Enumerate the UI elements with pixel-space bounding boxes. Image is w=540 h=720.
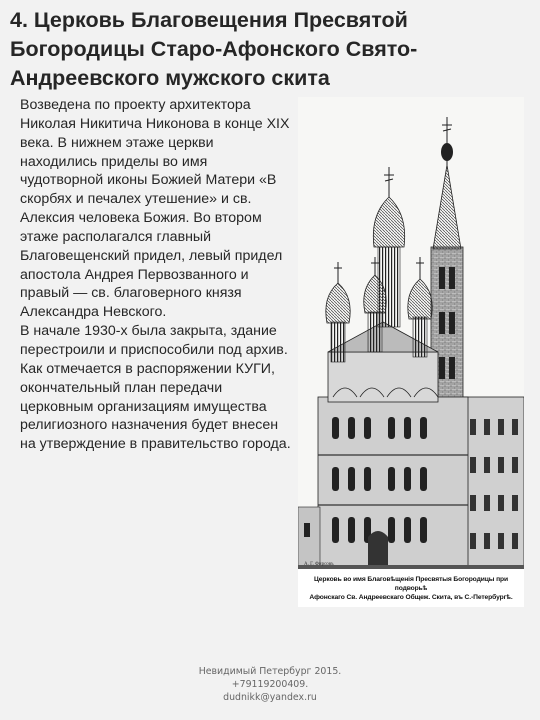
body-paragraph-2: В начале 1930-х была закрыта, здание перестроили и приспособили под архив. Как отмечается в распоряжении КУГИ, окончательный план передачи церковным организациям имущества религиозного назначения будет внесен на утверждение в правительство города. bbox=[20, 323, 291, 453]
footer-phone: +79119200409. bbox=[231, 679, 309, 690]
photo-credit: А. Г. Фирсовъ bbox=[304, 562, 334, 567]
photo-caption-line-1: Церковь во имя Благовѣщенія Пресвятыя Богородицы при подворьѣ bbox=[313, 576, 509, 592]
footer-line-1: Невидимый Петербург 2015. bbox=[198, 666, 342, 677]
footer-email: dudnikk@yandex.ru bbox=[223, 692, 317, 703]
church-photo bbox=[298, 97, 524, 607]
body-paragraph-1: Возведена по проекту архитектора Николая Никитича Никонова в конце XIX века. В нижнем этаже церкви находились приделы во имя чудотворной иконы Божией Матери «В скорбях и печалех утешение» и св. Алексия человека Божия. Во втором этаже располагался главный Благовещенский придел, левый придел апостола Андрея Первозванного и правый — св. благоверного князя Александра Невского. bbox=[20, 97, 290, 321]
footer bbox=[150, 665, 390, 704]
body-text bbox=[20, 96, 292, 454]
photo-caption bbox=[300, 575, 522, 602]
photo-caption-line-2: Афонскаго Св. Андреевскаго Общеж. Скита, въ С.-Петербургѣ. bbox=[309, 594, 513, 601]
slide-title: 4. Церковь Благовещения Пресвятой Богородицы Старо-Афонского Свято-Андреевского мужского скита bbox=[10, 8, 418, 90]
